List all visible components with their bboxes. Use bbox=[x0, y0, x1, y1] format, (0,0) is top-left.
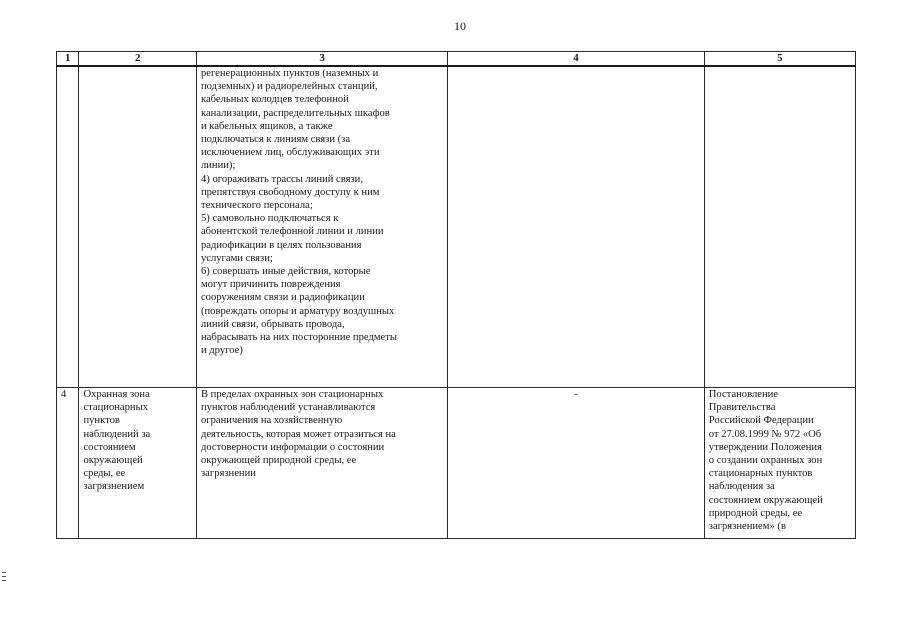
table-row bbox=[57, 66, 856, 388]
cell-row1-zone-name bbox=[79, 66, 197, 388]
header-col-1: 1 bbox=[57, 52, 79, 67]
header-col-3: 3 bbox=[196, 52, 447, 67]
cell-row2-legal-basis: Постановление Правительства Российской Федерации от 27.08.1999 № 972 «Об утверждении Положения о создании охранных зон стационарных пунктов наблюдения за состоянием окружающей природной среды, ее загрязнением» (в bbox=[704, 388, 855, 539]
table-row bbox=[57, 388, 856, 539]
cell-row1-restrictions: регенерационных пунктов (наземных и подземных) и радиорелейных станций, кабельных колодцев телефонной канализации, распределительных шкафов и кабельных ящиков, а также подключаться к линиям связи (за исключением лиц, обслуживающих эти линии); 4) огораживать трассы линий связи, препятствуя свободному доступу к ним технического персонала; 5) самовольно подключаться к абонентской телефонной линии и линии радиофикации в целях пользования услугами связи; 6) совершать иные действия, которые могут причинить повреждения сооружениям связи и радиофикации (повреждать опоры и арматуру воздушных линий связи, обрывать провода, набрасывать на них посторонние предметы и другое) bbox=[196, 66, 447, 388]
page-number: 10 bbox=[454, 19, 466, 33]
header-col-4: 4 bbox=[448, 52, 704, 67]
cell-row1-legal-basis bbox=[704, 66, 855, 388]
regulation-table bbox=[56, 51, 856, 539]
cell-row2-number: 4 bbox=[57, 388, 79, 539]
cell-row1-number bbox=[57, 66, 79, 388]
cell-row2-zone-name: Охранная зона стационарных пунктов наблюдений за состоянием окружающей среды, ее загрязнением bbox=[79, 388, 197, 539]
header-col-5: 5 bbox=[704, 52, 855, 67]
header-col-2: 2 bbox=[79, 52, 197, 67]
margin-mark bbox=[2, 572, 6, 573]
table-header-row bbox=[57, 52, 856, 67]
margin-mark bbox=[2, 580, 6, 581]
cell-row2-col4: - bbox=[448, 388, 704, 539]
margin-mark bbox=[2, 576, 6, 577]
cell-row2-restrictions: В пределах охранных зон стационарных пунктов наблюдений устанавливаются ограничения на хозяйственную деятельность, которая может отразиться на достоверности информации о состоянии окружающей природной среды, ее загрязнении bbox=[196, 388, 447, 539]
cell-row1-col4 bbox=[448, 66, 704, 388]
